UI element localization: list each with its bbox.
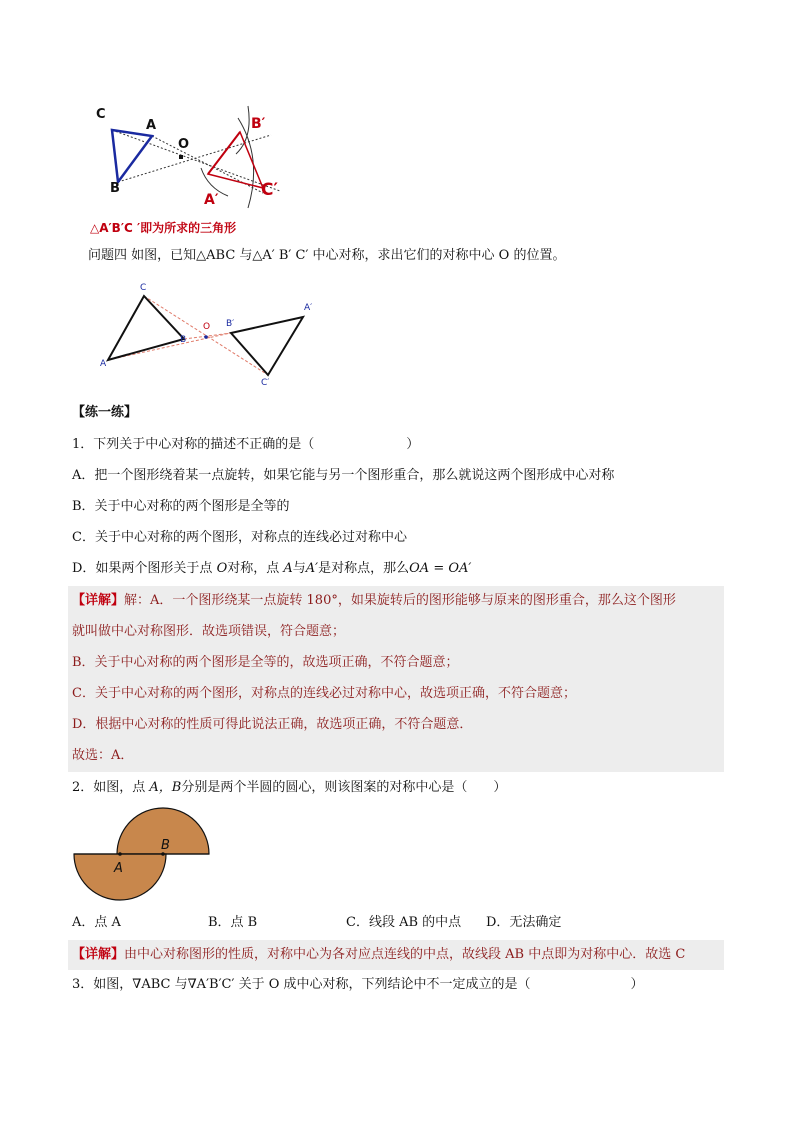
q1-option-b: B．关于中心对称的两个图形是全等的	[72, 499, 290, 514]
q2-answer-tag: 【详解】	[72, 947, 125, 962]
q2-option-d: D．无法确定	[486, 915, 562, 930]
practice-heading: 【练一练】	[72, 405, 138, 420]
q1-d-pre: D．如果两个图形关于点	[72, 561, 217, 576]
q3-stem-text: 3．如图，∇ABC 与∇A′B′C′ 关于 O 成中心对称，下列结论中不一定成立的是（	[72, 977, 531, 992]
label-a: A	[114, 861, 123, 876]
q1-d-mid3: 是对称点，那么	[318, 561, 410, 576]
q3-stem-close: ）	[630, 977, 644, 992]
label-a: A	[100, 359, 107, 369]
q2-stem-post: 分别是两个半圆的圆心，则该图案的对称中心是（ ）	[181, 780, 507, 795]
q1-option-a: A．把一个图形绕着某一点旋转，如果它能与另一个图形重合，那么就说这两个图形成中心对称	[72, 468, 615, 483]
label-c-prime: C′	[261, 378, 270, 388]
problem-four: 问题四 如图，已知△ABC 与△A′ B′ C′ 中心对称，求出它们的对称中心 O 的位置。	[88, 248, 566, 263]
label-a-prime: A′	[204, 192, 219, 208]
q1-answer-text1: 解：A．一个图形绕某一点旋转 180°，如果旋转后的图形能够与原来的图形重合，那么这个图形	[124, 593, 676, 608]
q1-answer-line6: 故选：A．	[72, 748, 134, 763]
figure-semicircles	[72, 806, 220, 904]
q1-stem-close: ）	[406, 437, 420, 452]
q1-option-c: C．关于中心对称的两个图形，对称点的连线必过对称中心	[72, 530, 407, 545]
q1-d-a-prime: A′	[305, 561, 319, 576]
label-o: O	[178, 137, 190, 152]
label-c: C	[140, 283, 147, 293]
q1-answer-box	[68, 586, 724, 772]
q1-stem-text: 1．下列关于中心对称的描述不正确的是（	[72, 437, 315, 452]
q1-d-a: A	[283, 561, 293, 576]
q1-answer-tag: 【详解】	[72, 593, 125, 608]
figure-caption: △A′B′C ′即为所求的三角形	[90, 221, 237, 235]
q1-d-o: O	[216, 561, 228, 576]
question-2-stem	[72, 779, 506, 797]
label-b: B	[161, 838, 170, 853]
q2-stem-ab: A，B	[149, 780, 182, 795]
q2-option-c: C．线段 AB 的中点	[346, 915, 462, 930]
label-b-prime: B′	[226, 319, 235, 329]
q2-option-a: A．点 A	[72, 915, 121, 930]
label-b: B	[110, 181, 120, 196]
q1-d-mid1: 对称，点	[227, 561, 284, 576]
question-1-stem	[72, 436, 419, 454]
label-c: C	[96, 107, 106, 122]
q2-option-b: B．点 B	[208, 915, 258, 930]
q1-answer-line4: C．关于中心对称的两个图形，对称点的连线必过对称中心，故选项正确，不符合题意；	[72, 686, 576, 701]
label-b-prime: B′	[251, 116, 266, 132]
label-a: A	[146, 118, 157, 133]
q1-option-d	[72, 560, 471, 578]
question-3-stem	[72, 976, 644, 994]
label-c-prime: C′	[261, 180, 278, 200]
label-b: B	[180, 335, 187, 345]
q1-answer-line2: 就叫做中心对称图形．故选项错误，符合题意；	[72, 624, 346, 639]
q1-d-mid2: 与	[292, 561, 306, 576]
q2-answer-text: 由中心对称图形的性质，对称中心为各对应点连线的中点，故线段 AB 中点即为对称中心．故选 C	[124, 947, 686, 962]
label-a-prime: A′	[304, 303, 313, 313]
q1-answer-line1	[72, 592, 676, 610]
q1-answer-line3: B．关于中心对称的两个图形是全等的，故选项正确，不符合题意；	[72, 655, 459, 670]
q2-stem-pre: 2．如图，点	[72, 780, 150, 795]
label-o: O	[203, 322, 211, 332]
q2-answer-line	[72, 946, 685, 964]
figure-construction	[88, 98, 308, 228]
q1-d-eq: OA = OA′	[409, 561, 472, 576]
figure-find-center	[96, 280, 336, 390]
q1-answer-line5: D．根据中心对称的性质可得此说法正确，故选项正确，不符合题意．	[72, 717, 473, 732]
